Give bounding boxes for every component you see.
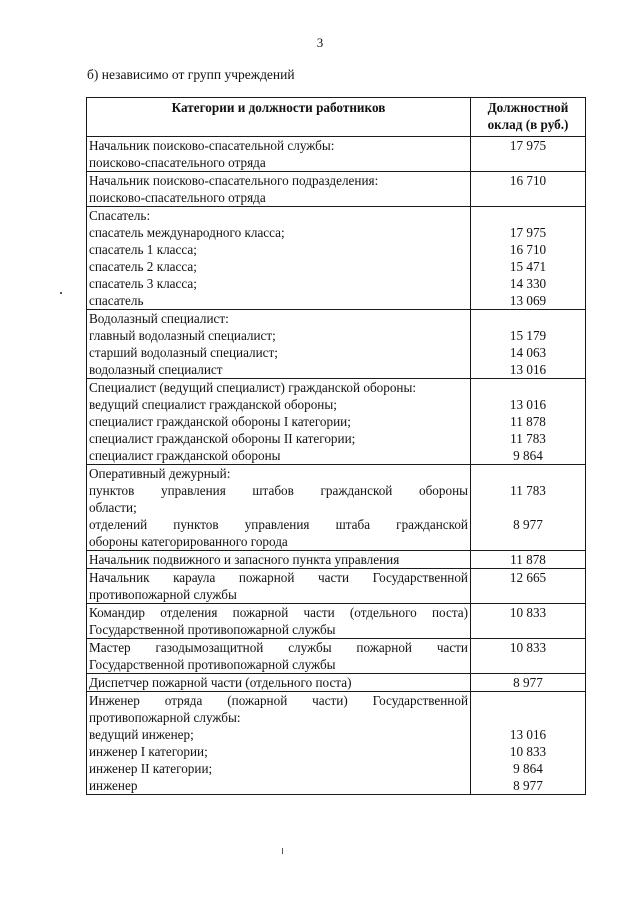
category-cell (87, 551, 471, 569)
header-category: Категории и должности работников (87, 98, 471, 137)
page-number: 3 (316, 35, 324, 50)
category-cell (87, 692, 471, 795)
header-salary (471, 98, 586, 137)
category-line: Начальник караула пожарной части Государственной (89, 570, 468, 585)
salary-value (473, 709, 583, 726)
category-cell (87, 604, 471, 639)
header-salary-line2: оклад (в руб.) (487, 117, 569, 132)
category-line: Государственной противопожарной службы (89, 657, 336, 672)
category-cell (87, 465, 471, 551)
table-header-row (87, 98, 586, 137)
category-cell (87, 569, 471, 604)
salary-value: 8 977 (513, 675, 543, 690)
salary-cell (471, 172, 586, 207)
category-line: инженер II категории; (89, 761, 213, 776)
salary-value: 10 833 (509, 640, 547, 655)
category-line: спасатель (89, 293, 144, 308)
category-cell (87, 379, 471, 465)
salary-value: 13 016 (509, 362, 547, 377)
salary-value (473, 533, 583, 550)
category-cell (87, 172, 471, 207)
category-line: пунктов управления штабов гражданской обороны (89, 483, 468, 498)
scan-speck (60, 292, 62, 294)
salary-value (473, 499, 583, 516)
salary-cell (471, 569, 586, 604)
category-line: Мастер газодымозащитной службы пожарной части (89, 640, 468, 655)
salary-value (473, 207, 583, 224)
table-body (87, 137, 586, 795)
salary-cell (471, 310, 586, 379)
header-salary-line1: Должностной (487, 100, 569, 115)
category-cell (87, 310, 471, 379)
salary-value: 13 069 (509, 293, 547, 308)
salary-cell (471, 207, 586, 310)
category-line: ведущий специалист гражданской обороны; (89, 397, 337, 412)
category-cell (87, 674, 471, 692)
category-line: спасатель международного класса; (89, 225, 285, 240)
salary-value: 15 471 (509, 259, 547, 274)
category-line: Начальник поисково-спасательного подразделения: (89, 173, 379, 188)
category-cell (87, 639, 471, 674)
table-row (87, 604, 586, 639)
category-line: ведущий инженер; (89, 727, 194, 742)
salary-value: 15 179 (509, 328, 547, 343)
category-cell (87, 137, 471, 172)
category-line: области; (89, 500, 137, 515)
salary-value (473, 189, 583, 206)
table-row (87, 465, 586, 551)
table-row (87, 207, 586, 310)
category-line: Государственной противопожарной службы (89, 622, 336, 637)
category-line: отделений пунктов управления штаба гражданской (89, 517, 468, 532)
category-line: спасатель 1 класса; (89, 242, 197, 257)
salary-cell (471, 604, 586, 639)
salary-value: 11 878 (510, 552, 546, 567)
salary-value (473, 379, 583, 396)
category-line: специалист гражданской обороны (89, 448, 281, 463)
salary-table (86, 97, 586, 795)
category-line: Оперативный дежурный: (89, 466, 231, 481)
category-line: специалист гражданской обороны I категории; (89, 414, 351, 429)
category-cell (87, 207, 471, 310)
salary-value (473, 310, 583, 327)
table-row (87, 551, 586, 569)
category-line: обороны категорированного города (89, 534, 288, 549)
table-row (87, 310, 586, 379)
salary-value: 14 330 (509, 276, 547, 291)
category-line: спасатель 2 класса; (89, 259, 197, 274)
salary-value (473, 465, 583, 482)
salary-cell (471, 379, 586, 465)
salary-value: 14 063 (509, 345, 547, 360)
salary-value: 11 783 (510, 483, 546, 498)
category-line: Инженер отряда (пожарной части) Государственной (89, 693, 468, 708)
category-line: специалист гражданской обороны II категории; (89, 431, 356, 446)
salary-value (473, 621, 583, 638)
category-line: главный водолазный специалист; (89, 328, 276, 343)
salary-value: 9 864 (513, 761, 543, 776)
table-row (87, 692, 586, 795)
category-line: противопожарной службы: (89, 710, 241, 725)
category-line: Диспетчер пожарной части (отдельного поста) (89, 675, 352, 690)
salary-value: 13 016 (509, 727, 547, 742)
salary-value: 8 977 (513, 778, 543, 793)
scan-speck (282, 848, 283, 854)
category-line: противопожарной службы (89, 587, 237, 602)
salary-value: 10 833 (509, 744, 547, 759)
salary-value (473, 154, 583, 171)
salary-value: 16 710 (509, 173, 547, 188)
salary-value: 11 783 (510, 431, 546, 446)
salary-cell (471, 674, 586, 692)
category-line: поисково-спасательного отряда (89, 155, 266, 170)
salary-value: 12 665 (509, 570, 547, 585)
category-line: поисково-спасательного отряда (89, 190, 266, 205)
salary-cell (471, 551, 586, 569)
salary-value: 16 710 (509, 242, 547, 257)
table-row (87, 172, 586, 207)
category-line: Спасатель: (89, 208, 151, 223)
table-row (87, 674, 586, 692)
salary-value: 17 975 (509, 225, 547, 240)
salary-cell (471, 137, 586, 172)
category-line: Начальник поисково-спасательной службы: (89, 138, 335, 153)
salary-value: 11 878 (510, 414, 546, 429)
salary-value: 17 975 (509, 138, 547, 153)
table-row (87, 137, 586, 172)
category-line: Начальник подвижного и запасного пункта управления (89, 552, 400, 567)
table-row (87, 639, 586, 674)
category-line: инженер I категории; (89, 744, 208, 759)
salary-value (473, 692, 583, 709)
salary-cell (471, 639, 586, 674)
salary-cell (471, 692, 586, 795)
salary-value: 8 977 (513, 517, 543, 532)
table-row (87, 379, 586, 465)
category-line: Командир отделения пожарной части (отдельного поста) (89, 605, 468, 620)
subtitle: б) независимо от групп учреждений (87, 67, 295, 82)
salary-value (473, 586, 583, 603)
salary-value: 10 833 (509, 605, 547, 620)
category-line: Водолазный специалист: (89, 311, 229, 326)
category-line: инженер (89, 778, 138, 793)
table-row (87, 569, 586, 604)
category-line: Специалист (ведущий специалист) гражданской обороны: (89, 380, 417, 395)
category-line: водолазный специалист (89, 362, 223, 377)
category-line: спасатель 3 класса; (89, 276, 197, 291)
salary-value: 13 016 (509, 397, 547, 412)
category-line: старший водолазный специалист; (89, 345, 278, 360)
salary-cell (471, 465, 586, 551)
salary-value (473, 656, 583, 673)
salary-value: 9 864 (513, 448, 543, 463)
